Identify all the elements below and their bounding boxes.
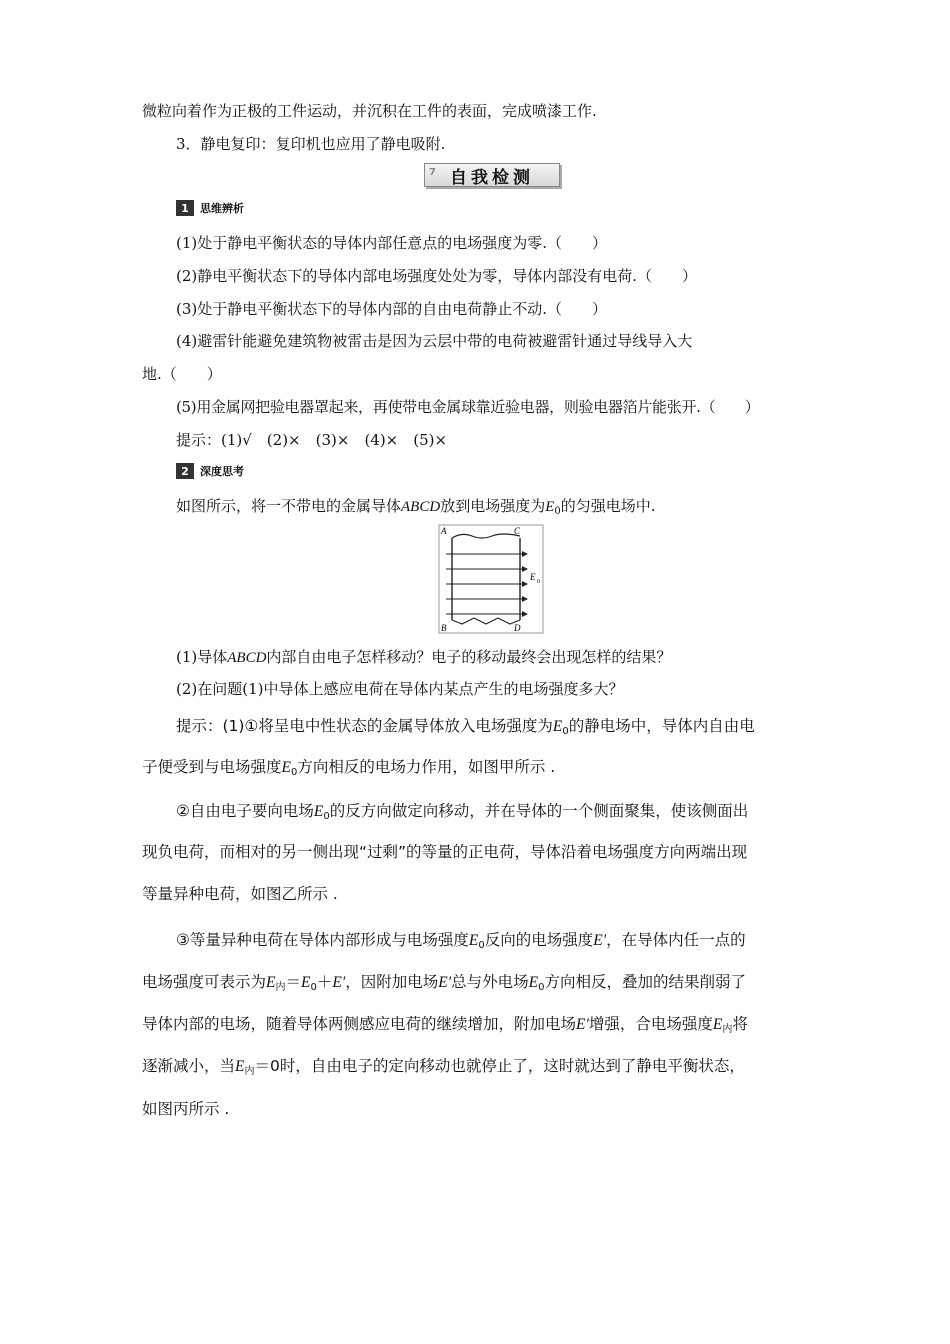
a-eq0: ＝0: [254, 1057, 280, 1075]
a-e-sub: 0: [310, 982, 317, 993]
a-e: E: [313, 803, 324, 820]
a-e-sub: 0: [562, 726, 569, 737]
a-e: E: [281, 759, 291, 776]
section-1-title: 思维辨析: [200, 202, 244, 215]
label-d: D: [514, 623, 521, 633]
item-3: [176, 134, 445, 154]
a-p3-l1-b: 反向的电场强度: [484, 931, 594, 949]
a-e: E: [552, 718, 563, 735]
lead-text-c: 的匀强电场中.: [560, 497, 656, 515]
field-arrowhead: [522, 581, 528, 587]
a-p1-l2-b: 方向相反的电场力作用，如图甲所示 .: [297, 758, 556, 776]
item-3-text: 复印机也应用了静电吸附.: [275, 135, 446, 153]
a-eprime: E′: [593, 932, 607, 949]
a-sub-nei: 内: [722, 1024, 733, 1035]
conductor-sides: [452, 538, 520, 620]
intro-line: 微粒向着作为正极的工件运动，并沉积在工件的表面，完成喷漆工作.: [142, 102, 597, 120]
section-2-title: 深度思考: [200, 465, 244, 478]
a-p3-l4-b: 时，自由电子的定向移动也就停止了，这时就达到了静电平衡状态，: [279, 1057, 745, 1075]
a-p2-l1-a: ②自由电子要向电场: [176, 802, 314, 820]
a-p3-l3-c: 将: [732, 1015, 748, 1033]
field-arrowhead: [522, 596, 528, 602]
figure-frame: [439, 525, 543, 633]
a-p3-l1-a: ③等量异种电荷在导体内部形成与电场强度: [176, 931, 469, 949]
question-4-line-1: (4)避雷针能避免建筑物被雷击是因为云层中带的电荷被避雷针通过导线导入大: [176, 332, 693, 350]
field-arrowhead: [522, 566, 528, 572]
label-e: E: [530, 572, 536, 582]
section-1-header: [176, 200, 244, 216]
q1-abcd: ABCD: [227, 650, 267, 666]
answer-hint: 提示：(1)√ (2)× (3)× (4)× (5)×: [176, 431, 448, 449]
a-eq: ＝: [285, 973, 301, 991]
field-lines: [446, 551, 528, 617]
a-e-sub: 0: [323, 811, 330, 822]
a-p2-l1-b: 的反方向做定向移动，并在导体的一个侧面聚集，使该侧面出: [329, 802, 749, 820]
question-3: (3)处于静电平衡状态下的导体内部的自由电荷静止不动.（ ）: [176, 300, 608, 318]
a-e-sub: 0: [538, 982, 545, 993]
label-c: C: [514, 526, 521, 536]
item-3-title: 静电复印：: [200, 135, 276, 153]
q1-text-a: (1)导体: [176, 648, 228, 666]
answer-p1-line-1: [176, 716, 755, 742]
self-check-banner: [424, 163, 560, 187]
a-e-sub: 0: [478, 940, 485, 951]
conductor-bottom-edge: [452, 618, 520, 624]
label-b: B: [441, 623, 447, 633]
item-3-number: 3．: [176, 135, 201, 153]
a-p3-l2-c: 总与外电场: [451, 973, 529, 991]
answer-p2-line-1: [176, 801, 748, 827]
field-arrowhead: [522, 611, 528, 617]
a-e: E: [468, 932, 479, 949]
answer-p1-line-2: [142, 757, 555, 783]
field-arrowhead: [522, 551, 528, 557]
a-p3-l2-b: ，因附加电场: [345, 973, 439, 991]
a-p3-l2-a: 电场强度可表示为: [142, 973, 267, 991]
banner-deco-number: 7: [429, 167, 436, 178]
section-2-lead: [176, 496, 656, 522]
a-p3-l4-a: 逐渐减小，当: [142, 1057, 236, 1075]
question-1: (1)处于静电平衡状态的导体内部任意点的电场强度为零.（ ）: [176, 234, 608, 252]
a-eprime: E′: [332, 974, 346, 991]
q1-text-b: 内部自由电子怎样移动？电子的移动最终会出现怎样的结果？: [266, 648, 672, 666]
deep-question-2: (2)在问题(1)中导体上感应电荷在导体内某点产生的电场强度多大？: [176, 680, 624, 698]
a-eprime: E′: [576, 1016, 589, 1033]
a-e: E: [528, 974, 539, 991]
section-2-number-badge: 2: [176, 463, 194, 479]
deep-question-1: [176, 647, 671, 668]
question-5: (5)用金属网把验电器罩起来，再使带电金属球靠近验电器，则验电器箔片能张开.（ ）: [176, 398, 760, 416]
section-1-number-badge: 1: [176, 200, 194, 216]
a-eprime: E′: [438, 974, 452, 991]
conductor-field-figure: [438, 524, 544, 634]
section-2-header: [176, 463, 244, 479]
a-p3-l1-c: ，在导体内任一点的: [606, 931, 746, 949]
answer-p3-line-2: [142, 972, 746, 998]
a-e: E: [235, 1058, 245, 1075]
lead-text-b: 放到电场强度为: [440, 497, 546, 515]
a-e-sub: 0: [290, 767, 298, 778]
a-sub-nei: 内: [275, 982, 286, 993]
question-2: (2)静电平衡状态下的导体内部电场强度处处为零，导体内部没有电荷.（ ）: [176, 267, 698, 285]
answer-p3-line-4: [142, 1056, 745, 1082]
a-p1-l2-a: 子便受到与电场强度: [142, 758, 282, 776]
answer-p2-line-2: 现负电荷，而相对的另一侧出现“过剩”的等量的正电荷，导体沿着电场强度方向两端出现: [142, 843, 748, 861]
lead-e-sub: 0: [554, 506, 561, 517]
lead-text-a: 如图所示，将一不带电的金属导体: [176, 497, 402, 515]
a-p1-l1-a: 提示：(1)①将呈电中性状态的金属导体放入电场强度为: [176, 717, 553, 735]
a-sub-nei: 内: [244, 1066, 255, 1077]
a-p3-l3-b: 增强，合电场强度: [588, 1015, 713, 1033]
label-a: A: [441, 526, 447, 536]
a-p1-l1-b: 的静电场中，导体内自由电: [568, 717, 755, 735]
a-e: E: [301, 974, 311, 991]
lead-abcd: ABCD: [401, 499, 441, 515]
answer-p2-line-3: 等量异种电荷，如图乙所示 .: [142, 885, 338, 903]
answer-p3-line-5: 如图丙所示 .: [142, 1100, 230, 1118]
a-plus: ＋: [316, 973, 333, 991]
a-p3-l3-a: 导体内部的电场，随着导体两侧感应电荷的继续增加，附加电场: [142, 1015, 577, 1033]
banner-title: 自我检测: [450, 167, 534, 188]
conductor-top-edge: [452, 534, 520, 538]
a-p3-l2-d: 方向相反，叠加的结果削弱了: [544, 973, 746, 991]
question-4-line-2: 地.（ ）: [142, 365, 222, 383]
a-e: E: [266, 974, 276, 991]
lead-e: E: [545, 499, 555, 515]
a-e: E: [712, 1016, 723, 1033]
label-e-sub: 0: [537, 579, 540, 585]
answer-p3-line-3: [142, 1014, 748, 1040]
answer-p3-line-1: [176, 930, 746, 956]
